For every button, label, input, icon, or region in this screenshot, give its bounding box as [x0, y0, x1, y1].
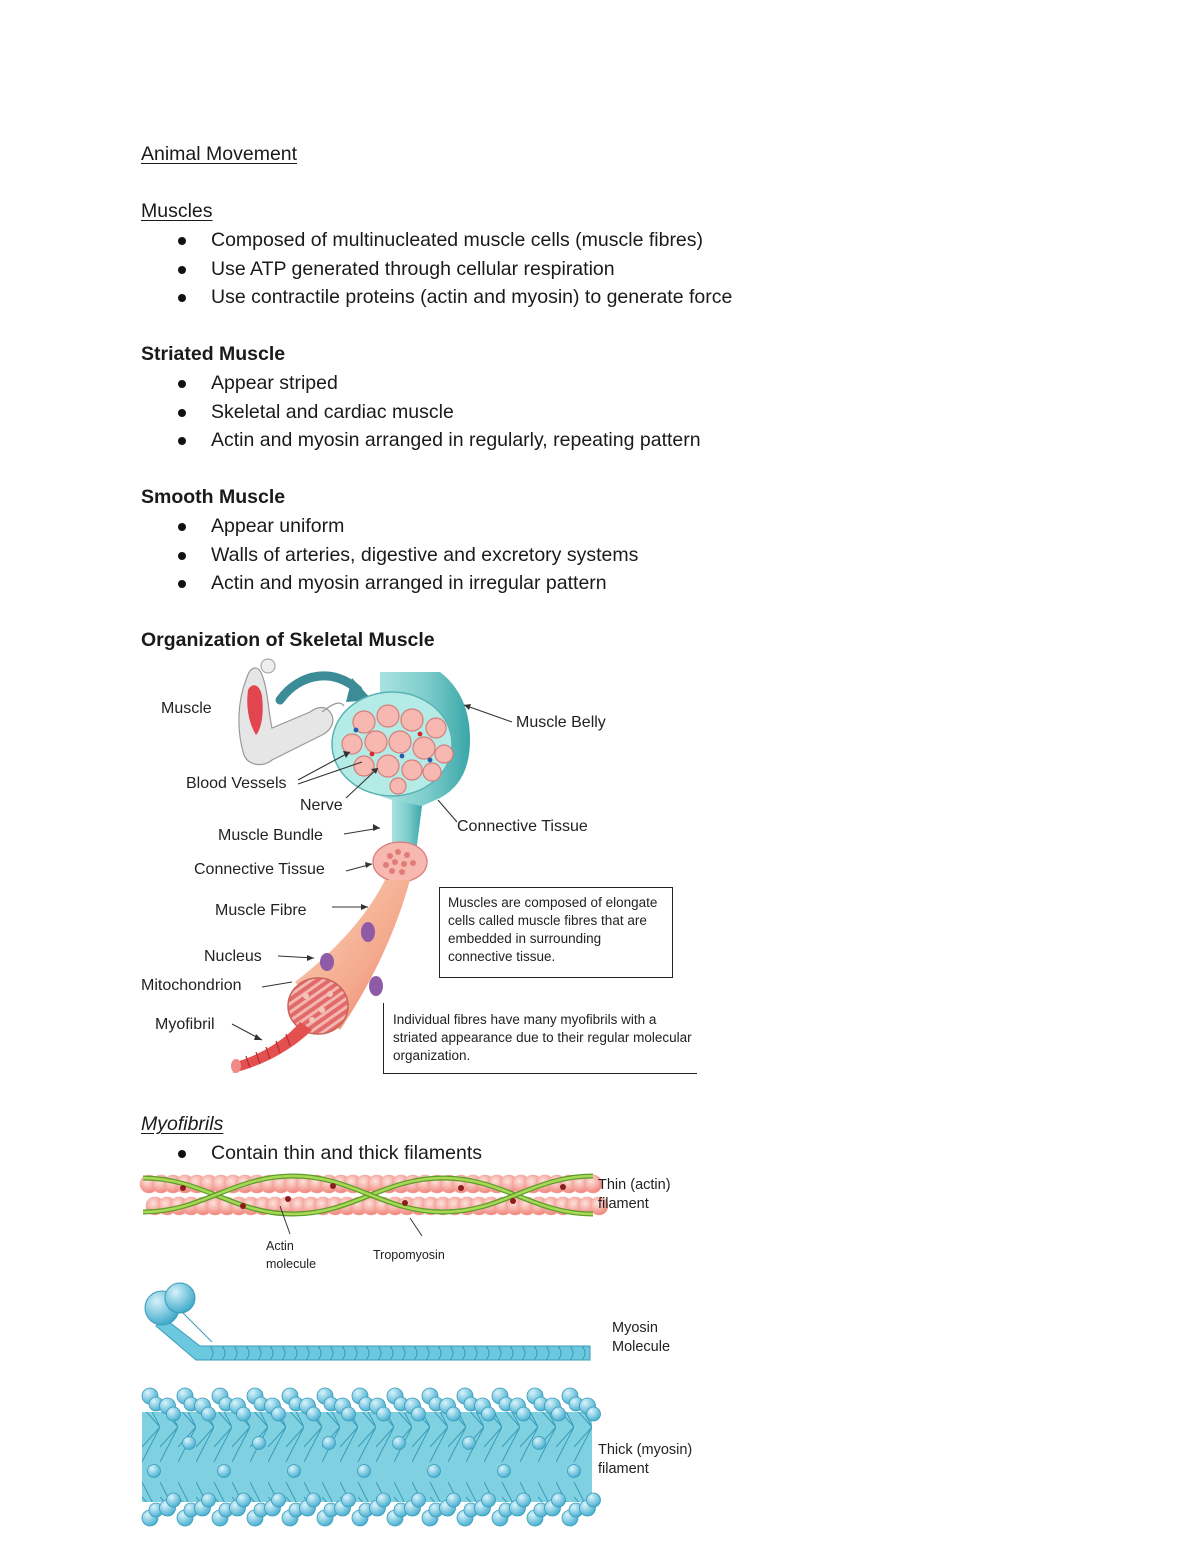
myosin-head	[587, 1493, 601, 1507]
list-item: Appear striped	[141, 371, 701, 400]
myosin-head	[253, 1437, 266, 1450]
myosin-head	[167, 1407, 181, 1421]
myosin-head	[167, 1493, 181, 1507]
myosin-head	[237, 1493, 251, 1507]
myosin-head	[307, 1407, 321, 1421]
myosin-head	[498, 1465, 511, 1478]
label-thick-filament: Thick (myosin) filament	[598, 1442, 693, 1477]
thin-filament-leaders	[260, 1200, 460, 1240]
label-connective-tissue-left: Connective Tissue	[194, 861, 325, 878]
myosin-head	[482, 1407, 496, 1421]
myosin-head	[202, 1493, 216, 1507]
myosin-head	[272, 1407, 286, 1421]
myosin-head	[307, 1493, 321, 1507]
myosin-head	[323, 1437, 336, 1450]
myosin-head	[148, 1465, 161, 1478]
myosin-head	[517, 1407, 531, 1421]
organization-heading: Organization of Skeletal Muscle	[141, 629, 435, 651]
label-muscle: Muscle	[161, 700, 212, 717]
list-item: Composed of multinucleated muscle cells (muscle fibres)	[141, 228, 732, 257]
myosin-molecule-illustration	[140, 1278, 590, 1368]
myosin-head	[342, 1493, 356, 1507]
label-muscle-belly: Muscle Belly	[516, 714, 606, 731]
label-mitochondrion: Mitochondrion	[141, 977, 242, 994]
myosin-head	[552, 1407, 566, 1421]
label-actin-molecule-text: Actin molecule	[266, 1239, 317, 1271]
muscle-bundle-cross-section	[373, 842, 427, 882]
myosin-head	[482, 1493, 496, 1507]
myosin-head	[587, 1407, 601, 1421]
muscles-heading: Muscles	[141, 200, 213, 222]
list-item: Use contractile proteins (actin and myosin) to generate force	[141, 285, 732, 314]
label-myosin-molecule: Myosin Molecule	[612, 1320, 671, 1355]
list-item: Use ATP generated through cellular respiration	[141, 257, 732, 286]
myosin-head	[393, 1437, 406, 1450]
caption-box-myofibrils: Individual fibres have many myofibrils with a striated appearance due to their regular molecular organization.	[383, 1003, 697, 1074]
myosin-head	[342, 1407, 356, 1421]
myosin-head	[272, 1493, 286, 1507]
myosin-head	[428, 1465, 441, 1478]
myosin-head	[358, 1465, 371, 1478]
list-item: Actin and myosin arranged in regularly, repeating pattern	[141, 428, 701, 457]
myosin-head	[447, 1493, 461, 1507]
label-blood-vessels: Blood Vessels	[186, 775, 287, 792]
list-item: Walls of arteries, digestive and excretory systems	[141, 543, 638, 572]
label-thin-filament: Thin (actin) filament	[598, 1177, 671, 1212]
label-actin-molecule	[266, 1237, 328, 1273]
caption-box-fibres: Muscles are composed of elongate cells called muscle fibres that are embedded in surrounding connective tissue.	[439, 887, 673, 978]
label-tropomyosin: Tropomyosin	[373, 1248, 445, 1262]
myosin-head	[552, 1493, 566, 1507]
myosin-head	[218, 1465, 231, 1478]
list-item: Contain thin and thick filaments	[141, 1141, 482, 1170]
list-item: Appear uniform	[141, 514, 638, 543]
myosin-head	[568, 1465, 581, 1478]
label-nerve: Nerve	[300, 797, 343, 814]
myosin-head	[377, 1493, 391, 1507]
label-muscle-fibre: Muscle Fibre	[215, 902, 307, 919]
myosin-head	[377, 1407, 391, 1421]
myosin-head	[447, 1407, 461, 1421]
myosin-head	[412, 1407, 426, 1421]
myosin-head	[288, 1465, 301, 1478]
myosin-head	[237, 1407, 251, 1421]
myosin-head	[533, 1437, 546, 1450]
striated-heading: Striated Muscle	[141, 343, 286, 365]
myosin-head	[517, 1493, 531, 1507]
label-myofibril: Myofibril	[155, 1016, 215, 1033]
list-item: Skeletal and cardiac muscle	[141, 400, 701, 429]
list-item: Actin and myosin arranged in irregular pattern	[141, 571, 638, 600]
myosin-head	[463, 1437, 476, 1450]
smooth-heading: Smooth Muscle	[141, 486, 286, 508]
label-connective-tissue-right: Connective Tissue	[457, 818, 588, 835]
label-muscle-bundle: Muscle Bundle	[218, 827, 323, 844]
thick-filament-illustration	[142, 1382, 592, 1532]
document-title: Animal Movement	[141, 143, 298, 165]
myosin-head	[202, 1407, 216, 1421]
myofibrils-heading: Myofibrils	[141, 1113, 224, 1135]
myosin-head	[412, 1493, 426, 1507]
label-nucleus: Nucleus	[204, 948, 262, 965]
myosin-head	[183, 1437, 196, 1450]
